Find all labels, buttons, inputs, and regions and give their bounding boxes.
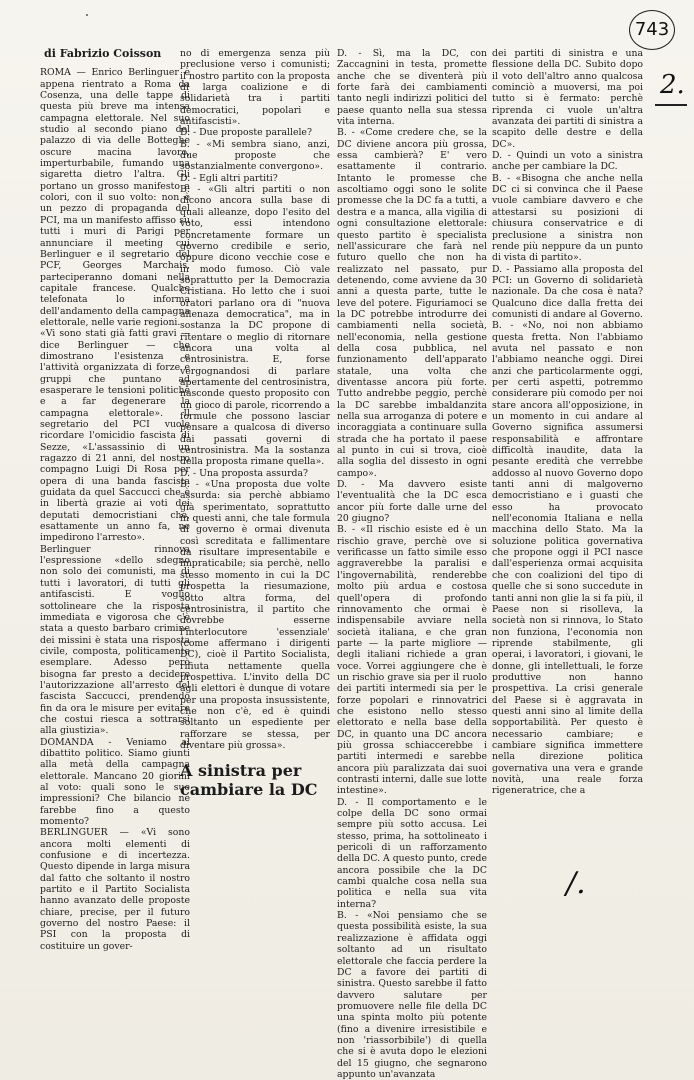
- paragraph: B. - «Noi pensiamo che se questa possibilità esiste, la sua realizzazione è affidata oggi soltanto ad un risultato elettorale che faccia perdere la DC a favore dei partiti di sinistra. Questo sarebbe il fatto davvero salutare per promuovere nelle file della DC una spinta molto più potente (fino a divenire irresistibile e non 'riassorbibile') di quella che si è avuta dopo le elezioni del 15 giugno, che segnarono appunto un'avanzata: [337, 910, 487, 1080]
- paragraph: no di emergenza senza più preclusione verso i comunisti; il nostro partito con la proposta di larga coalizione e di solidarietà tra i partiti democratici, popolari e antifascisti».: [180, 48, 330, 128]
- paragraph: «Vi sono stati già fatti gravi — dice Berlinguer — che dimostrano l'esistenza e l'attività organizzata di forze e gruppi che puntano ad esasperare le tensioni politiche e a far degenerare la campagna elettorale». Il segretario del PCI vuole ricordare l'omicidio fascista di Sezze, «L'assassinio di un ragazzo di 21 anni, del nostro compagno Luigi Di Rosa per opera di una banda fascista guidata da quel Saccucci che è in libertà grazie ai voti dei deputati democristiani che, esattamente un anno fa, ne impedirono l'arresto».: [40, 328, 190, 544]
- article-column-1: [40, 48, 190, 952]
- subheading: A sinistra per cambiare la DC: [180, 761, 318, 800]
- paragraph: D. - Ma davvero esiste l'eventualità che la DC esca ancor più forte dalle urne del 20 giugno?: [337, 479, 487, 525]
- byline: di Fabrizio Coisson: [44, 47, 162, 60]
- paragraph: D. - Il comportamento e le colpe della DC sono ormai sempre più sotto accusa. Lei stesso, prima, ha sottolineato i pericoli di un rafforzamento della DC. A questo punto, crede ancora possibile che la DC cambi qualche cosa nella sua politica e nella sua vita interna?: [337, 796, 487, 910]
- margin-dash: [655, 104, 687, 106]
- paragraph: D. - Quindi un voto a sinistra anche per cambiare la DC.: [492, 150, 643, 173]
- handwritten-page-number: 743: [629, 10, 675, 50]
- paragraph: ROMA — Enrico Berlinguer è appena rientrato a Roma da Cosenza, una delle tappe di questa più breve ma intensa campagna elettorale. Nel suo studio al secondo piano del palazzo di via delle Botteghe oscure macina lavoro, imperturbabile, fumando una sigaretta dietro l'altra. Gli portano un grosso manifesto a colori, con il suo volto: non è un pezzo di propaganda del PCI, ma un manifesto affisso su tutti i muri di Parigi per annunciare il meeting cui Berlinguer e il segretario del PCF, Georges Marchais, parteciperanno domani nella capitale francese. Qualche telefonata lo informa dell'andamento della campagna elettorale, nelle varie regioni.: [40, 67, 191, 328]
- paragraph: D. - Passiamo alla proposta del PCI: un Governo di solidarietà nazionale. Da che cosa è nata? Qualcuno dice dalla fretta dei comunisti di andare al Governo.: [492, 263, 643, 320]
- paragraph: B. - «Come credere che, se la DC diviene ancora più grossa, essa cambierà? E' vero esattamente il contrario. Intanto le promesse che ascoltiamo oggi sono le solite promesse che la DC fa a tutti, a destra e a manca, alla vigilia di ogni consultazione elettorale: questo partito è specialista nell'assicurare che farà nel futuro quello che non ha realizzato nel passato, pur detenendo, come avviene da 30 anni a questa parte, tutte le leve del potere. Figuriamoci se la DC potrebbe introdurre dei cambiamenti nella società, nell'economia, nella gestione della cosa pubblica, nel funzionamento dell'apparato statale, una volta che diventasse ancora più forte. Tutto andrebbe peggio, perchè la DC sarebbe imbaldanzita nella sua arroganza di potere e incoraggiata a continuare sulla strada che ha portato il paese al punto in cui si trova, cioè alla soglia del dissesto in ogni campo».: [337, 127, 487, 479]
- paragraph: D. - Due proposte parallele?: [180, 127, 312, 139]
- article-column-2: [180, 48, 330, 807]
- paragraph: Berlinguer rinnova l'espressione «dello sdegno non solo dei comunisti, ma di tutti i lavoratori, di tutti gli antifascisti. E voglio sottolineare che la risposta immediata e vigorosa che c'è stata a questo barbaro crimine dei missini è stata una risposta civile, composta, politicamente esemplare. Adesso però bisogna far presto a decidere l'autorizzazione all'arresto del fascista Saccucci, prendendo fin da ora le misure per evitare che costui riesca a sottrarsi alla giustizia».: [40, 543, 190, 737]
- paragraph: D. - Sì, ma la DC, con Zaccagnini in testa, promette anche che se diventerà più forte farà dei cambiamenti tanto negli indirizzi politici del paese quanto nella sua stessa vita interna.: [337, 48, 487, 128]
- paragraph: B. - «Mi sembra siano, anzi, due proposte che sostanzialmente convergono».: [180, 138, 330, 173]
- article-column-3: [337, 48, 487, 1080]
- paragraph: BERLINGUER — «Vi sono ancora molti elementi di confusione e di incertezza. Questo dipende in larga misura dal fatto che soltanto il nostro partito e il Partito Socialista hanno avanzato delle proposte chiare, precise, per il futuro governo del nostro Paese: il PSI con la proposta di costituire un gover-: [40, 827, 190, 952]
- paragraph: dei partiti di sinistra e una flessione della DC. Subito dopo il voto dell'altro anno qualcosa cominciò a muoversi, ma poi tutto si è fermato: perchè riprenda ci vuole un'altra avanzata dei partiti di sinistra a scapito delle destre e della DC».: [492, 48, 643, 150]
- paragraph: D. - Una proposta assurda?: [180, 467, 308, 479]
- paragraph: B. - «Una proposta due volte assurda: sia perchè abbiamo già sperimentato, soprattutto in questi anni, che tale formula di governo è ormai divenuta così screditata e fallimentare da risultare impresentabile e impraticabile; sia perchè, nello stesso momento in cui la DC prospetta la riesumazione, sotto altra forma, del centrosinistra, il partito che dovrebbe esserne l'interlocutore 'essenziale' (come affermano i dirigenti DC), cioè il Partito Socialista, rifiuta nettamente quella prospettiva. L'invito della DC agli elettori è dunque di votare per una proposta insussistente, che non c'è, ed è quindi soltanto un espediente per rafforzare se stessa, per diventare più grossa».: [180, 479, 330, 751]
- handwritten-margin-number: 2.: [660, 70, 685, 100]
- paragraph: B. - «Bisogna che anche nella DC ci si convinca che il Paese vuole cambiare davvero e che attestarsi su posizioni di chiusura conservatrice e di preclusione a sinistra non rende più neppure da un punto di vista di partito».: [492, 172, 643, 264]
- paragraph: B. - «Gli altri partiti o non dicono ancora sulla base di quali alleanze, dopo l'esito del voto, essi intendono concretamente formare un governo credibile e serio, oppure dicono vecchie cose e in modo fumoso. Ciò vale soprattutto per la Democrazia Cristiana. Ho letto che i suoi oratori parlano ora di "nuova allenaza democratica", ma in sostanza la DC propone di ritentare o meglio di ritornare ancora una volta al centrosinistra. E, forse vergognandosi di parlare apertamente del centrosinistra, nasconde questo proposito con un gioco di parole, ricorrendo a formule che possono lasciar pensare a qualcosa di diverso dai passati governi di centrosinistra. Ma la sostanza della proposta rimane quella».: [180, 184, 330, 468]
- article-column-4: [492, 48, 643, 797]
- ink-speck: [86, 14, 88, 16]
- paragraph: B. - «Il rischio esiste ed è un rischio grave, perchè ove si verificasse un fatto simile esso aggraverebbe la paralisi e l'ingovernabilità, renderebbe molto più ardua e costosa quell'opera di profondo rinnovamento che ormai è indispensabile avviare nella società italiana, e che gran parte — la parte migliore — degli italiani richiede a gran voce. Vorrei aggiungere che è un rischio grave sia per il ruolo dei partiti intermedi sia per le forze popolari e rinnovatrici che esistono nello stesso elettorato e nella base della DC, in quanto una DC ancora più grossa schiaccerebbe i partiti intermedi e sarebbe ancora più paralizzata dai suoi contrasti interni, dalle sue lotte intestine».: [337, 524, 487, 797]
- handwritten-end-mark: /.: [566, 866, 586, 901]
- paragraph: DOMANDA - Veniamo al dibattito politico. Siamo giunti alla metà della campagna elettorale. Mancano 20 giorini al voto: quali sono le sue impressioni? Che bilancio ne farebbe fino a questo momento?: [40, 736, 190, 828]
- paragraph: D. - Egli altri partiti?: [180, 172, 278, 184]
- paragraph: B. - «No, noi non abbiamo questa fretta. Non l'abbiamo avuta nel passato e non l'abbiamo neanche oggi. Direi anzi che particolarmente oggi, per certi aspetti, potremmo considerare più comodo per noi stare ancora all'opposizione, in un momento in cui andare al Governo significa assumersi responsabilità e affrontare difficoltà inaudite, data la pesante eredità che verrebbe addosso al nuovo Governo dopo tanti anni di malgoverno democristiano e i guasti che esso ha provocato nell'economia Italiana e nella macchina dello Stato. Ma la soluzione politica governativa che propone oggi il PCI nasce dall'esperienza ormai acquisita che con coalizioni del tipo di quelle che si sono succedute in tanti anni non glie la si fa più, il Paese non si risolleva, la società non si rinnova, lo Stato non funziona, l'economia non riprende stabilmente, gli operai, i lavoratori, i giovani, le donne, gli intellettuali, le forze produttive non hanno prospettiva. La crisi generale del Paese si è aggravata in questi anni sino al limite della sopportabilità. Per questo è necessario cambiare; e cambiare significa immettere nella direzione politica governativa una vera e grande novità, una reale forza rigeneratrice, che a: [492, 320, 643, 797]
